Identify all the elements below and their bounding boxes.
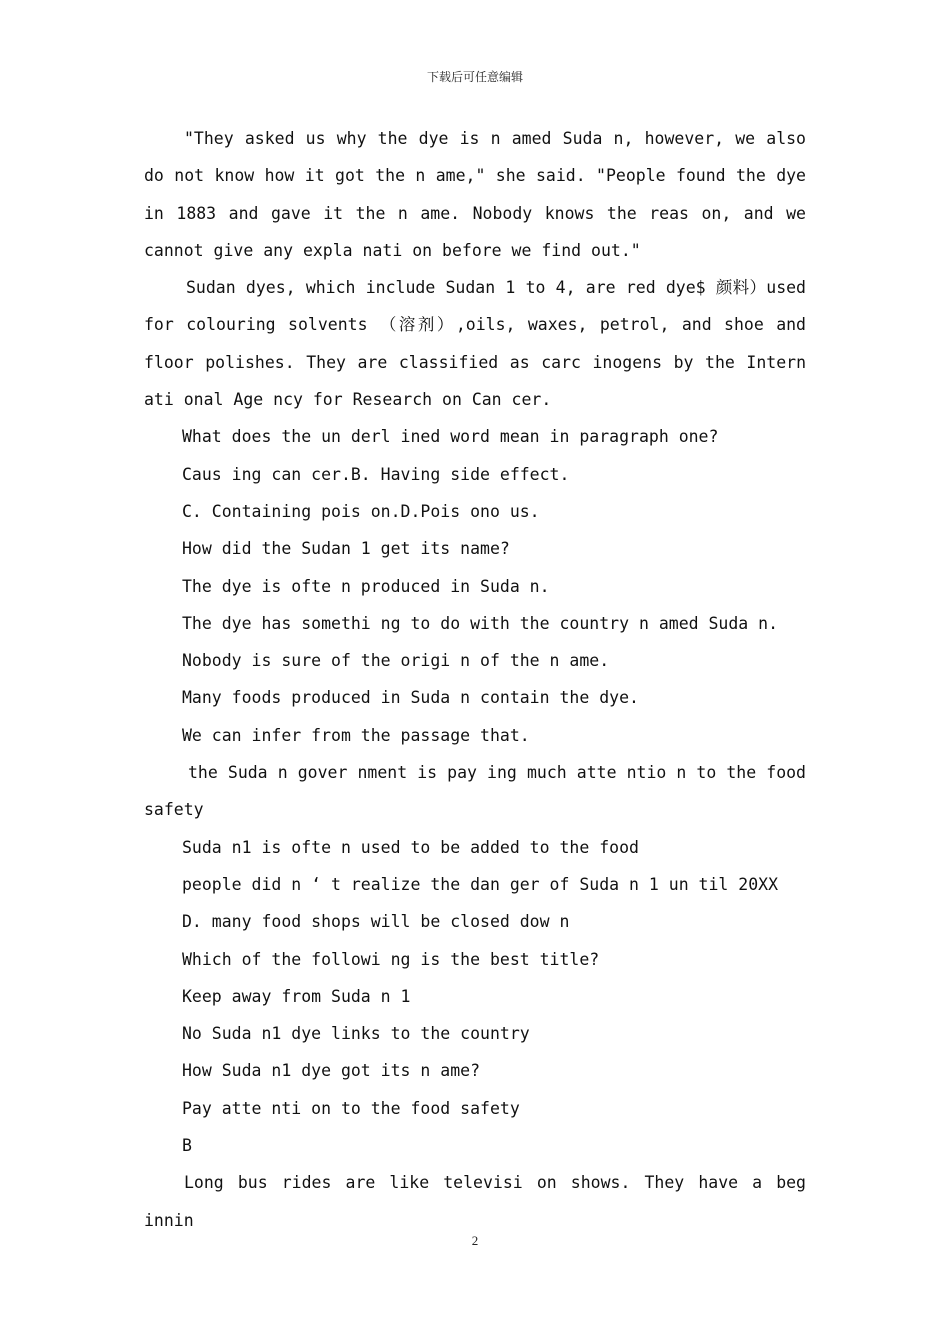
question-2-option-b: The dye has somethi ng to do with the country n amed Suda n.	[182, 613, 779, 633]
question-4-option-a: Keep away from Suda n 1	[182, 986, 411, 1006]
question-2-option-c: Nobody is sure of the origi n of the n ame.	[182, 651, 610, 671]
sudan-dyes-paragraph: Sudan dyes, which include Sudan 1 to 4, are red dye$ 颜料）used for colouring solvents （溶剂）,oils, waxes, petrol, and shoe and floor polishes. They are classified as carc inogens by the Intern ati onal Age ncy for Research on Can cer.	[144, 278, 806, 410]
question-3-option-b: Suda n1 is ofte n used to be added to the food	[182, 837, 639, 857]
section-label: B	[182, 1136, 192, 1156]
question-2-stem: How did the Sudan 1 get its name?	[182, 539, 510, 559]
question-1-options-cd: C. Containing pois on.D.Pois ono us.	[182, 501, 540, 521]
question-3-option-a: the Suda n gover nment is pay ing much atte ntio n to the food safety	[144, 763, 806, 820]
question-3-option-d: D. many food shops will be closed dow n	[182, 912, 570, 932]
question-4-option-c: How Suda n1 dye got its n ame?	[182, 1061, 481, 1081]
question-4-stem: Which of the followi ng is the best title?	[182, 949, 600, 969]
quote-paragraph: "They asked us why the dye is n amed Suda n, however, we also do not know how it got the n ame," she said. "People found the dye in 1883 and gave it the n ame. Nobody knows the reas on, and we cannot give any expla nati on before we find out."	[144, 129, 806, 260]
question-1-options-ab: Caus ing can cer.B. Having side effect.	[182, 464, 570, 484]
question-2-option-d: Many foods produced in Suda n contain the dye.	[182, 688, 639, 708]
question-4-option-d: Pay atte nti on to the food safety	[182, 1098, 520, 1118]
passage-b-first-line: Long bus rides are like televisi on shows. They have a beg innin	[144, 1173, 806, 1230]
question-2-option-a: The dye is ofte n produced in Suda n.	[182, 576, 550, 596]
question-4-option-b: No Suda n1 dye links to the country	[182, 1024, 530, 1044]
question-3-stem: We can infer from the passage that.	[182, 725, 530, 745]
page-number: 2	[471, 1233, 479, 1248]
page-header: 下载后可任意编辑	[426, 70, 523, 84]
question-1-stem: What does the un derl ined word mean in paragraph one?	[182, 427, 719, 447]
document-body	[144, 120, 806, 1239]
question-3-option-c: people did n ‘ t realize the dan ger of Suda n 1 un til 20XX	[182, 874, 779, 894]
